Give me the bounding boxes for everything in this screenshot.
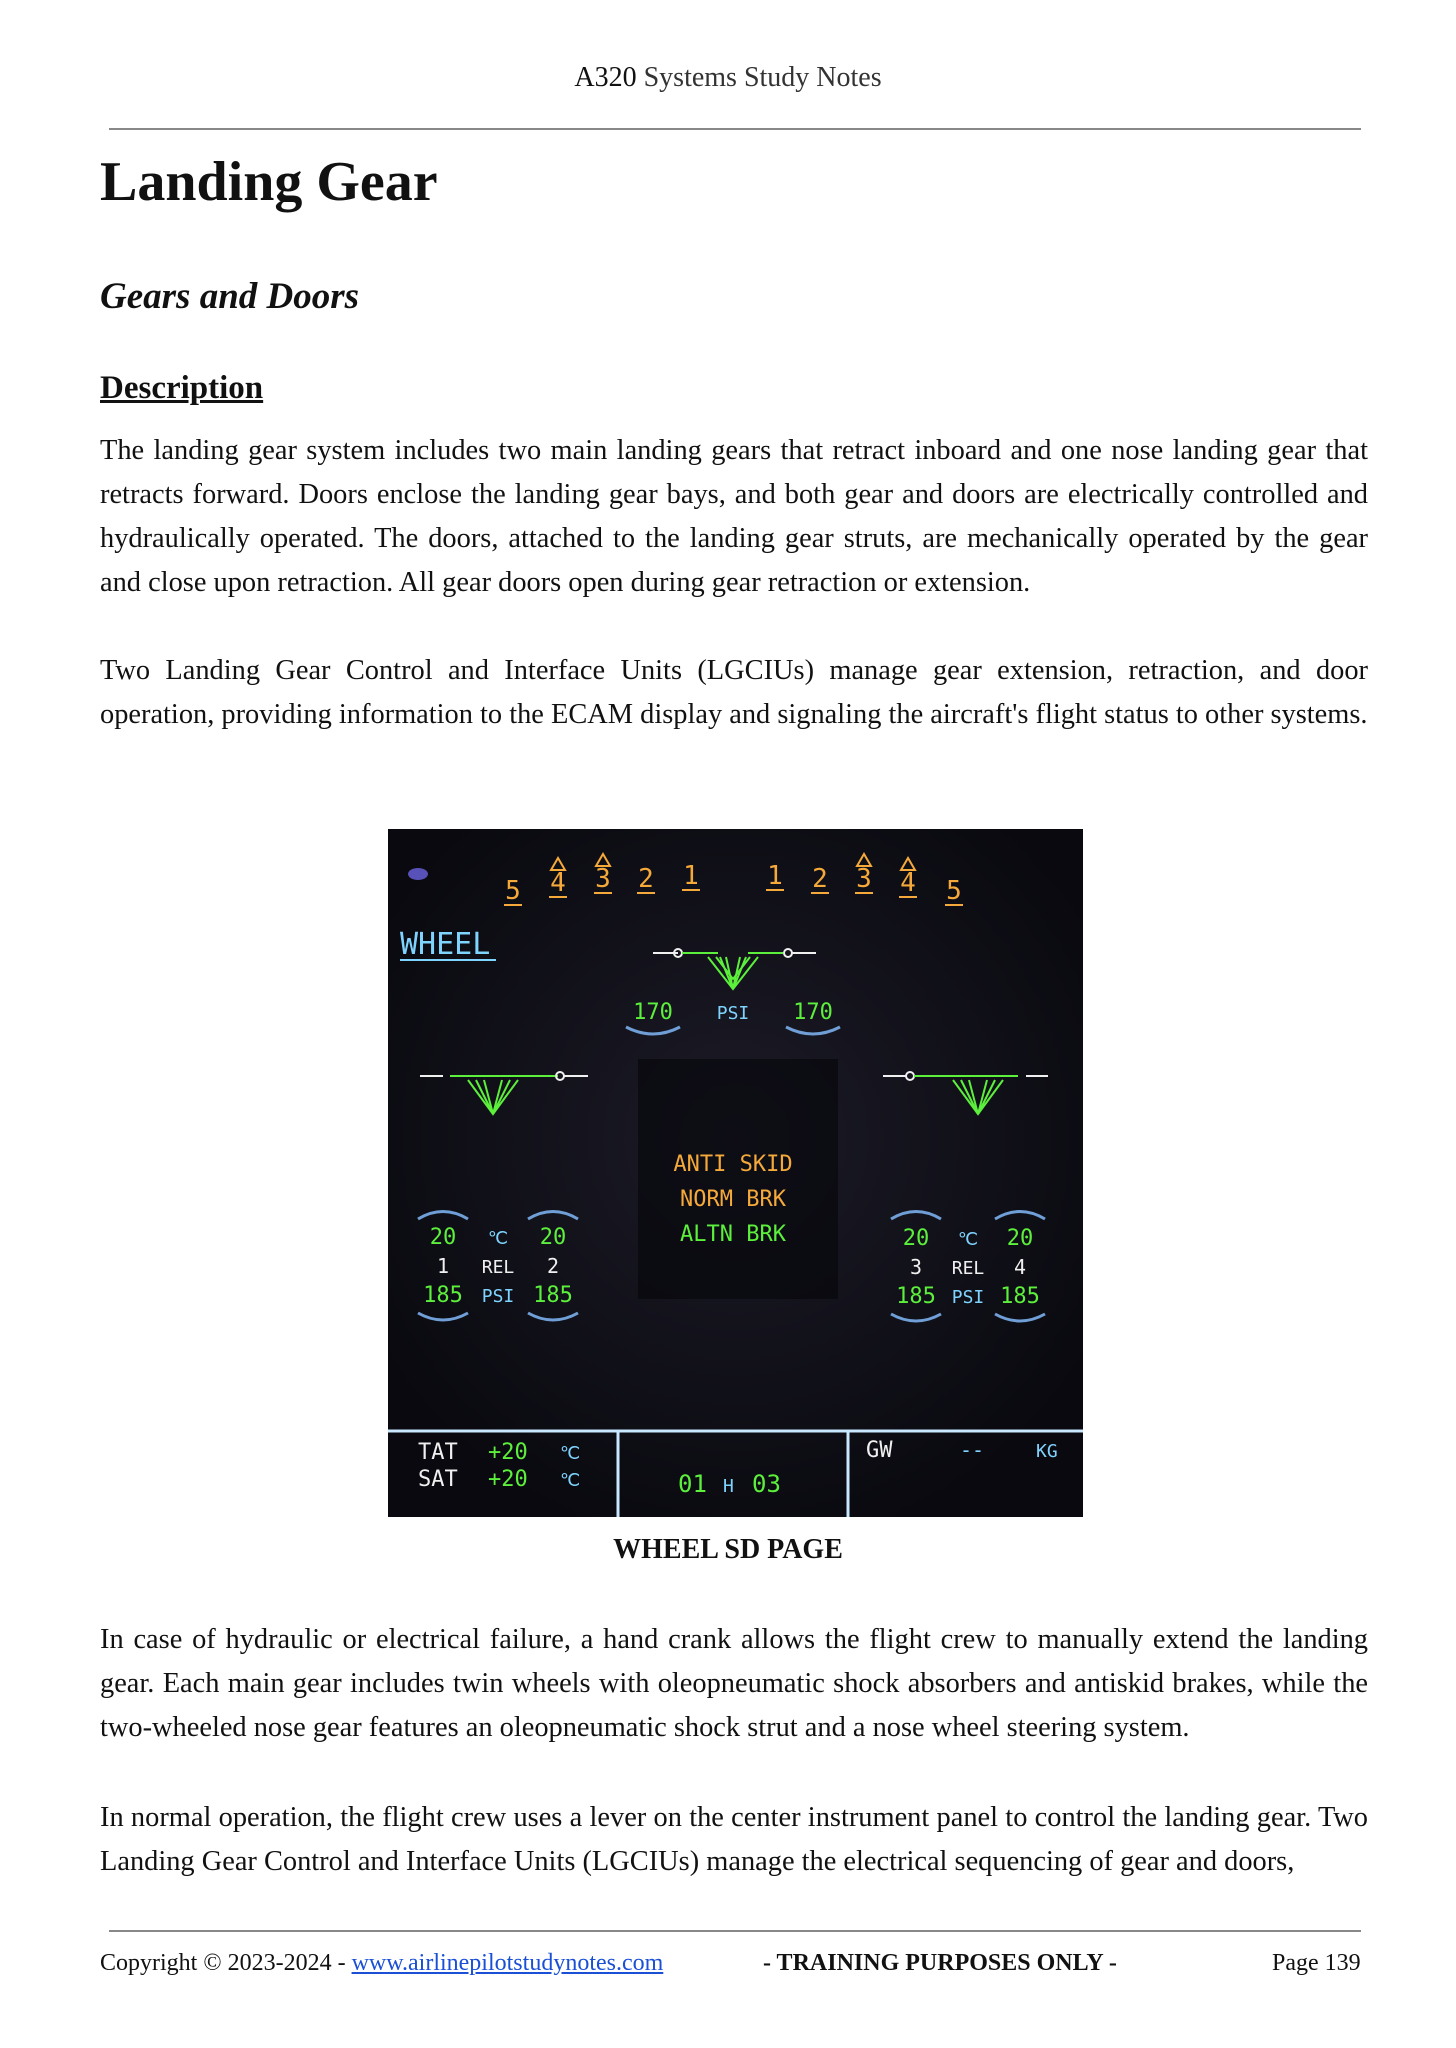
nose-pressure-unit: PSI — [716, 1003, 750, 1024]
figure-caption: WHEEL SD PAGE — [613, 1534, 843, 1565]
memo-norm-brk: NORM BRK — [680, 1187, 786, 1212]
nose-pressure-left: 170 — [633, 1000, 673, 1025]
nose-pressure-right: 170 — [793, 1000, 833, 1025]
subsection-title: Description — [100, 370, 264, 406]
left-temp-1: 20 — [429, 1225, 457, 1250]
paragraph-hand-crank: In case of hydraulic or electrical failure, a hand crank allows the flight crew to manually extend the landing gear. Each main gear includes twin wheels with oleopneumatic shock absorbers and antiskid brakes, while the two-wheeled nose gear features an oleopneumatic shock strut and a nose wheel steering system. — [100, 1624, 1368, 1743]
left-rel: REL — [481, 1257, 515, 1278]
tat-value: +20 — [488, 1440, 528, 1465]
section-title: Gears and Doors — [100, 276, 360, 317]
page-title: Landing Gear — [100, 151, 438, 213]
spoiler-right-3: 3 — [856, 864, 872, 894]
gw-value: -- — [960, 1438, 985, 1462]
left-psi-2: 185 — [533, 1283, 573, 1308]
wheel-sd-page-image — [388, 829, 1083, 1517]
memo-anti-skid: ANTI SKID — [673, 1152, 793, 1177]
footer-rule — [109, 1930, 1361, 1932]
spoiler-right-4: 4 — [900, 868, 916, 898]
sat-label: SAT — [418, 1467, 458, 1492]
footer-website-link[interactable]: www.airlinepilotstudynotes.com — [351, 1950, 664, 1976]
right-temp-unit: ℃ — [957, 1229, 979, 1250]
sat-unit: ℃ — [560, 1470, 581, 1491]
time-separator: H — [723, 1476, 734, 1497]
right-temp-2: 20 — [1006, 1226, 1034, 1251]
right-psi-4: 185 — [1000, 1284, 1040, 1309]
gw-label: GW — [866, 1438, 893, 1463]
left-temp-unit: ℃ — [487, 1228, 509, 1249]
spoiler-left-1: 1 — [683, 861, 699, 891]
left-wheel-1: 1 — [436, 1254, 450, 1278]
spoiler-right-5: 5 — [946, 876, 962, 906]
spoiler-right-2: 2 — [812, 864, 828, 894]
tat-label: TAT — [418, 1440, 458, 1465]
time-hours: 01 — [678, 1470, 707, 1498]
right-psi-unit: PSI — [951, 1287, 985, 1308]
spoiler-left-5: 5 — [505, 876, 521, 906]
right-psi-3: 185 — [896, 1284, 936, 1309]
right-temp-1: 20 — [902, 1226, 930, 1251]
time-minutes: 03 — [752, 1470, 781, 1498]
gw-unit: KG — [1036, 1441, 1058, 1462]
right-wheel-3: 3 — [909, 1255, 923, 1279]
left-wheel-2: 2 — [546, 1254, 560, 1278]
memo-altn-brk: ALTN BRK — [680, 1222, 786, 1247]
right-wheel-4: 4 — [1013, 1255, 1027, 1279]
spoiler-right-1: 1 — [767, 861, 783, 891]
sat-value: +20 — [488, 1467, 528, 1492]
right-rel: REL — [951, 1258, 985, 1279]
page-label: WHEEL — [400, 927, 491, 962]
page-number: Page 139 — [1272, 1950, 1361, 1976]
paragraph-lgciu: Two Landing Gear Control and Interface Units (LGCIUs) manage gear extension, retraction, and door operation, providing information to the ECAM display and signaling the aircraft's flight status to other systems. — [100, 655, 1368, 730]
left-psi-unit: PSI — [481, 1286, 515, 1307]
spoiler-left-4: 4 — [550, 868, 566, 898]
left-temp-2: 20 — [539, 1225, 567, 1250]
spoiler-left-3: 3 — [595, 864, 611, 894]
paragraph-description: The landing gear system includes two main landing gears that retract inboard and one nose landing gear that retracts forward. Doors enclose the landing gear bays, and both gear and doors are electrically controlled and hydraulically operated. The doors, attached to the landing gear struts, are mechanically operated by the gear and close upon retraction. All gear doors open during gear retraction or extension. — [100, 435, 1368, 598]
footer-notice: - TRAINING PURPOSES ONLY - — [763, 1950, 1117, 1976]
paragraph-normal-operation: In normal operation, the flight crew uses a lever on the center instrument panel to control the landing gear. Two Landing Gear Control and Interface Units (LGCIUs) manage the electrical sequencing of gear and doors, — [100, 1802, 1368, 1877]
spoiler-left-2: 2 — [638, 864, 654, 894]
footer-copyright: Copyright © 2023-2024 - www.airlinepilotstudynotes.com — [100, 1950, 664, 1976]
tat-unit: ℃ — [560, 1443, 581, 1464]
header-rule — [109, 128, 1361, 130]
left-psi-1: 185 — [423, 1283, 463, 1308]
running-header: A320 Systems Study Notes — [574, 62, 882, 93]
